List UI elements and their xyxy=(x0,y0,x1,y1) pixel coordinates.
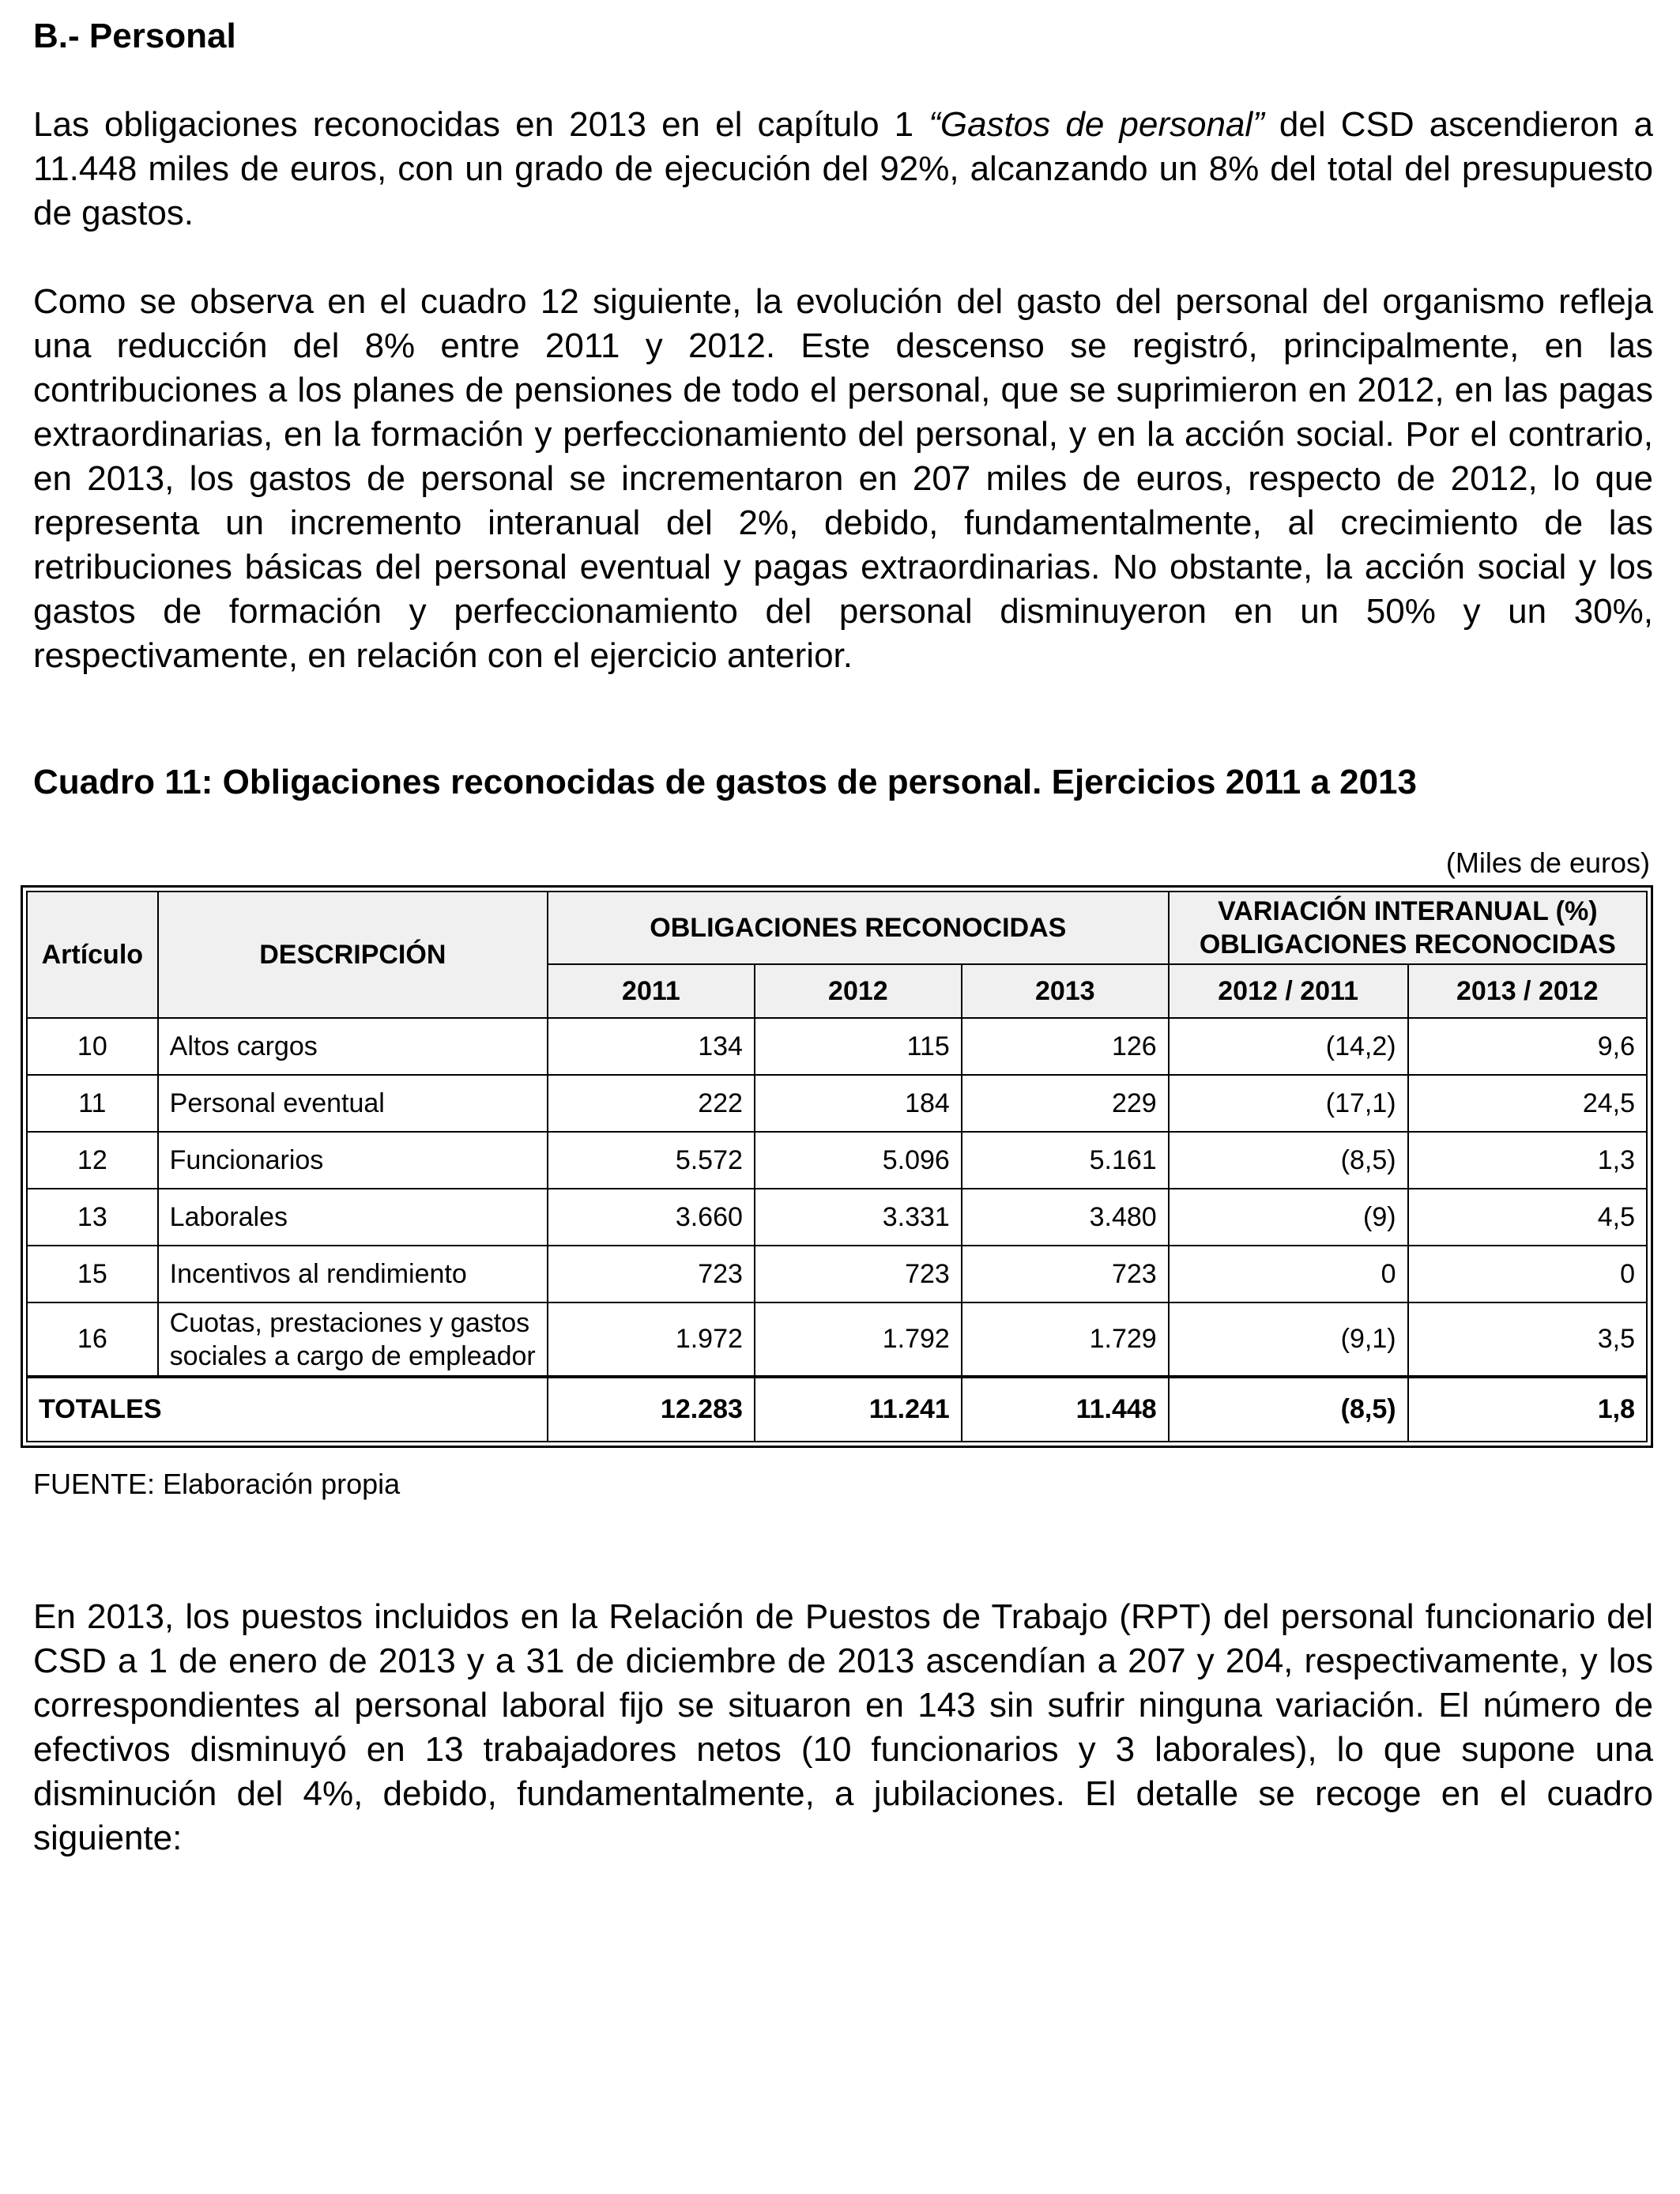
cell-var-2012-2011: (9) xyxy=(1169,1189,1408,1246)
cell-articulo: 11 xyxy=(27,1075,158,1132)
header-2012: 2012 xyxy=(755,964,962,1018)
table-row xyxy=(27,1132,1647,1189)
cell-2012: 723 xyxy=(755,1246,962,1302)
section-title: B.- Personal xyxy=(33,17,236,55)
expenses-table xyxy=(26,891,1648,1442)
paragraph-1-italic: “Gastos de personal” xyxy=(929,105,1264,144)
cell-2013: 723 xyxy=(962,1246,1169,1302)
total-2013: 11.448 xyxy=(962,1377,1169,1442)
cell-2012: 3.331 xyxy=(755,1189,962,1246)
paragraph-1 xyxy=(33,103,1653,236)
paragraph-2: Como se observa en el cuadro 12 siguiente, la evolución del gasto del personal del organismo refleja una reducción del 8% entre 2011 y 2012. Este descenso se registró, principalmente, en las contribuciones a los planes de pensiones de todo el personal, que se suprimieron en 2012, en las pagas extraordinarias, en la formación y perfeccionamiento del personal, y en la acción social. Por el contrario, en 2013, los gastos de personal se incrementaron en 207 miles de euros, respecto de 2012, lo que representa un incremento interanual del 2%, debido, fundamentalmente, al crecimiento de las retribuciones básicas del personal eventual y pagas extraordinarias. No obstante, la acción social y los gastos de formación y perfeccionamiento del personal disminuyeron en un 50% y un 30%, respectivamente, en relación con el ejercicio anterior. xyxy=(33,282,1653,675)
cell-articulo: 12 xyxy=(27,1132,158,1189)
header-var-2012-2011: 2012 / 2011 xyxy=(1169,964,1408,1018)
header-2013: 2013 xyxy=(962,964,1169,1018)
header-var-2013-2012: 2013 / 2012 xyxy=(1408,964,1647,1018)
table-row xyxy=(27,1302,1647,1377)
header-obligaciones: OBLIGACIONES RECONOCIDAS xyxy=(548,892,1169,964)
paragraph-3: En 2013, los puestos incluidos en la Relación de Puestos de Trabajo (RPT) del personal funcionario del CSD a 1 de enero de 2013 y a 31 de diciembre de 2013 ascendían a 207 y 204, respectivamente, y los correspondientes al personal laboral fijo se situaron en 143 sin sufrir ninguna variación. El número de efectivos disminuyó en 13 trabajadores netos (10 funcionarios y 3 laborales), lo que supone una disminución del 4%, debido, fundamentalmente, a jubilaciones. El detalle se recoge en el cuadro siguiente: xyxy=(33,1597,1653,1857)
cell-var-2012-2011: (8,5) xyxy=(1169,1132,1408,1189)
cell-var-2013-2012: 3,5 xyxy=(1408,1302,1647,1377)
cell-var-2012-2011: (17,1) xyxy=(1169,1075,1408,1132)
cell-2011: 222 xyxy=(548,1075,755,1132)
cell-2011: 134 xyxy=(548,1018,755,1075)
cell-articulo: 10 xyxy=(27,1018,158,1075)
total-var-2013-2012: 1,8 xyxy=(1408,1377,1647,1442)
cell-var-2013-2012: 9,6 xyxy=(1408,1018,1647,1075)
totals-label: TOTALES xyxy=(27,1377,548,1442)
cell-descripcion: Personal eventual xyxy=(158,1075,548,1132)
cell-articulo: 15 xyxy=(27,1246,158,1302)
cell-2013: 1.729 xyxy=(962,1302,1169,1377)
total-var-2012-2011: (8,5) xyxy=(1169,1377,1408,1442)
total-2012: 11.241 xyxy=(755,1377,962,1442)
cell-descripcion: Funcionarios xyxy=(158,1132,548,1189)
cell-descripcion: Cuotas, prestaciones y gastos sociales a cargo de empleador xyxy=(158,1302,548,1377)
cell-var-2013-2012: 24,5 xyxy=(1408,1075,1647,1132)
table-footer xyxy=(27,1377,1647,1442)
totals-row xyxy=(27,1377,1647,1442)
table-row xyxy=(27,1075,1647,1132)
table-row xyxy=(27,1246,1647,1302)
header-articulo: Artículo xyxy=(27,892,158,1018)
paragraph-1-start: Las obligaciones reconocidas en 2013 en el capítulo 1 xyxy=(33,105,929,144)
cell-var-2013-2012: 1,3 xyxy=(1408,1132,1647,1189)
table-body xyxy=(27,1018,1647,1377)
cell-articulo: 13 xyxy=(27,1189,158,1246)
header-row-1 xyxy=(27,892,1647,964)
table-source: FUENTE: Elaboración propia xyxy=(33,1468,401,1500)
header-2011: 2011 xyxy=(548,964,755,1018)
table-title: Cuadro 11: Obligaciones reconocidas de gastos de personal. Ejercicios 2011 a 2013 xyxy=(33,763,1417,801)
header-variacion-line2: OBLIGACIONES RECONOCIDAS xyxy=(1199,929,1616,959)
table-row xyxy=(27,1018,1647,1075)
total-2011: 12.283 xyxy=(548,1377,755,1442)
cell-var-2013-2012: 4,5 xyxy=(1408,1189,1647,1246)
cell-descripcion: Laborales xyxy=(158,1189,548,1246)
table-row xyxy=(27,1189,1647,1246)
table-units: (Miles de euros) xyxy=(1445,846,1650,879)
cell-descripcion: Incentivos al rendimiento xyxy=(158,1246,548,1302)
cell-2013: 126 xyxy=(962,1018,1169,1075)
cell-2012: 1.792 xyxy=(755,1302,962,1377)
header-variacion-line1: VARIACIÓN INTERANUAL (%) xyxy=(1218,896,1598,926)
cell-2011: 5.572 xyxy=(548,1132,755,1189)
cell-2011: 723 xyxy=(548,1246,755,1302)
table-frame xyxy=(21,885,1653,1448)
cell-descripcion: Altos cargos xyxy=(158,1018,548,1075)
cell-var-2013-2012: 0 xyxy=(1408,1246,1647,1302)
header-descripcion: DESCRIPCIÓN xyxy=(158,892,548,1018)
cell-var-2012-2011: (14,2) xyxy=(1169,1018,1408,1075)
cell-var-2012-2011: (9,1) xyxy=(1169,1302,1408,1377)
cell-2013: 229 xyxy=(962,1075,1169,1132)
cell-2011: 1.972 xyxy=(548,1302,755,1377)
header-variacion xyxy=(1169,892,1647,964)
cell-2011: 3.660 xyxy=(548,1189,755,1246)
cell-2012: 5.096 xyxy=(755,1132,962,1189)
cell-2013: 3.480 xyxy=(962,1189,1169,1246)
paragraph-1-end: del CSD ascendieron a 11.448 miles de euros, con un grado de ejecución del 92%, alcanzando un 8% del total del presupuesto de gastos. xyxy=(33,105,1653,232)
table-header xyxy=(27,892,1647,1018)
cell-2012: 184 xyxy=(755,1075,962,1132)
cell-var-2012-2011: 0 xyxy=(1169,1246,1408,1302)
cell-2013: 5.161 xyxy=(962,1132,1169,1189)
cell-articulo: 16 xyxy=(27,1302,158,1377)
cell-2012: 115 xyxy=(755,1018,962,1075)
